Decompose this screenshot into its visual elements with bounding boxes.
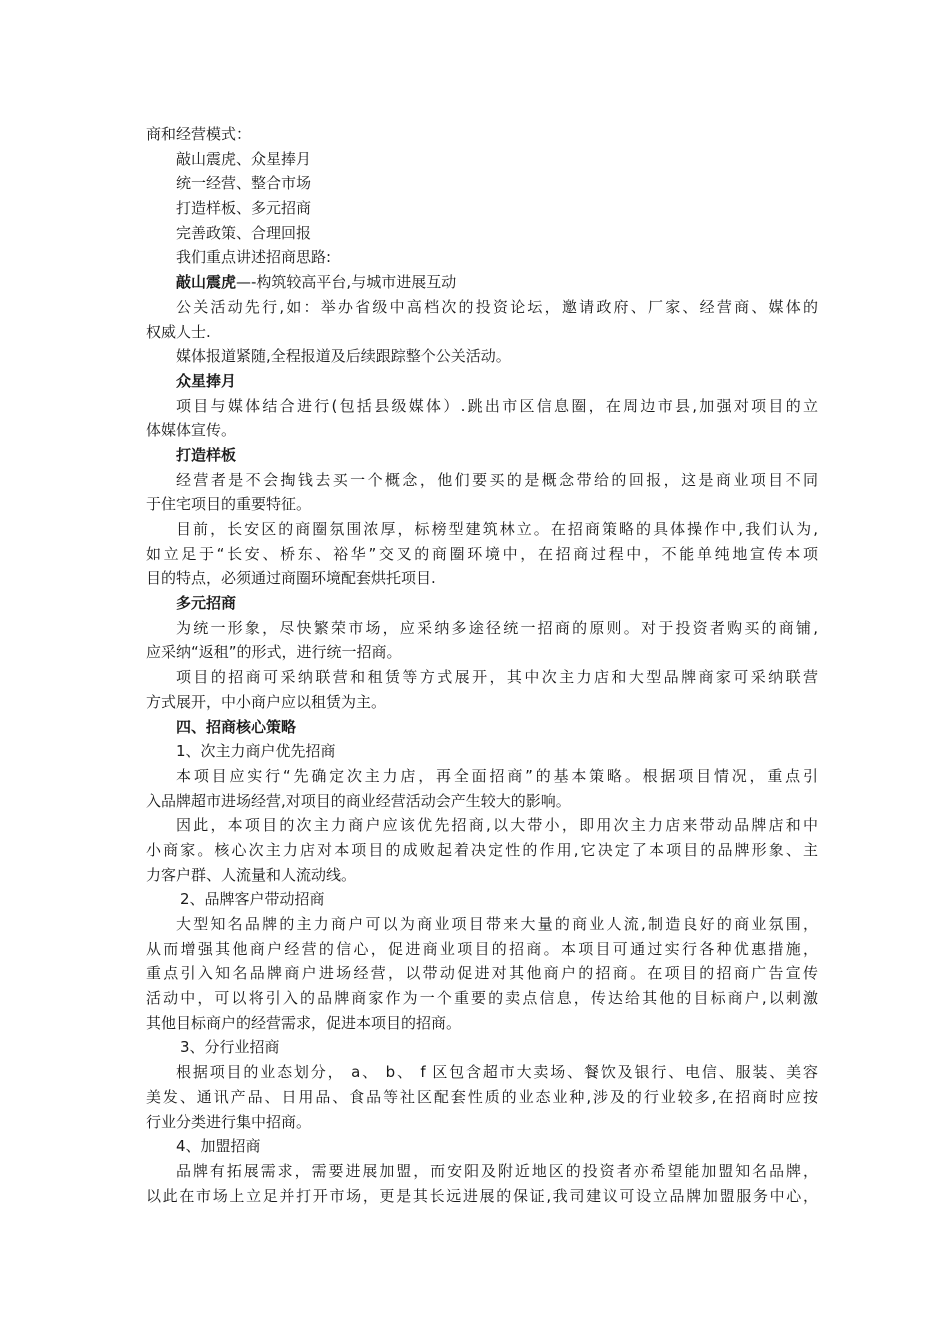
text-line	[146, 887, 818, 912]
line-text: 项目与媒体结合进行(包括县级媒体）.跳出市区信息圈，在周边市县,加强对项目的立	[176, 396, 818, 415]
line-text: 于住宅项目的重要特征。	[146, 495, 312, 514]
text-line	[146, 320, 818, 345]
line-text: 入品牌超市进场经营,对项目的商业经营活动会产生较大的影响。	[146, 791, 571, 810]
text-line	[146, 1035, 818, 1060]
text-line	[146, 1159, 818, 1184]
text-line	[146, 270, 818, 295]
text-line	[146, 1011, 818, 1036]
text-line	[146, 937, 818, 962]
section-heading	[146, 369, 818, 394]
line-text: 活动中，可以将引入的品牌商家作为一个重要的卖点信息，传达给其他的目标商户,以刺激	[146, 989, 818, 1008]
text-line	[146, 1134, 818, 1159]
line-text: 多元招商	[176, 594, 237, 613]
line-text: 统一经营、整合市场	[176, 174, 312, 193]
line-text: —-构筑较高平台,与城市进展互动	[236, 273, 457, 292]
text-line	[146, 468, 818, 493]
line-text: 2、品牌客户带动招商	[180, 890, 325, 909]
text-line	[146, 1060, 818, 1085]
line-text: 1、次主力商户优先招商	[176, 742, 336, 761]
text-line	[146, 245, 818, 270]
line-text: 权威人士.	[146, 322, 211, 341]
text-line	[146, 1184, 818, 1209]
line-text: 公关活动先行,如：举办省级中高档次的投资论坛，邀请政府、厂家、经营商、媒体的	[176, 297, 818, 316]
text-line	[146, 542, 818, 567]
line-text: 为统一形象，尽快繁荣市场，应采纳多途径统一招商的原则。对于投资者购买的商铺,	[176, 618, 818, 637]
text-line	[146, 739, 818, 764]
line-text: 打造样板、多元招商	[176, 199, 312, 218]
line-text: 目的特点，必须通过商圈环境配套烘托项目.	[146, 569, 436, 588]
line-text: 重点引入知名品牌商户进场经营，以带动促进对其他商户的招商。在项目的招商广告宣传	[146, 964, 818, 983]
text-line	[146, 394, 818, 419]
line-text: 众星捧月	[176, 371, 237, 390]
line-text: 4、加盟招商	[176, 1137, 261, 1156]
text-line	[146, 986, 818, 1011]
line-text: 力客户群、人流量和人流动线。	[146, 865, 357, 884]
text-line	[146, 961, 818, 986]
text-line	[146, 517, 818, 542]
text-line	[146, 813, 818, 838]
text-line	[146, 147, 818, 172]
line-text: 3、分行业招商	[180, 1038, 280, 1057]
line-text: 从而增强其他商户经营的信心，促进商业项目的招商。本项目可通过实行各种优惠措施，	[146, 939, 818, 958]
line-text: 其他目标商户的经营需求，促进本项目的招商。	[146, 1013, 462, 1032]
text-line	[146, 566, 818, 591]
line-text: 打造样板	[176, 445, 237, 464]
line-text: 因此，本项目的次主力商户应该优先招商,以大带小，即用次主力店来带动品牌店和中	[176, 816, 818, 835]
text-line	[146, 789, 818, 814]
document-body	[146, 122, 818, 1208]
text-line	[146, 418, 818, 443]
line-text: 项目的招商可采纳联营和租赁等方式展开，其中次主力店和大型品牌商家可采纳联营	[176, 668, 818, 687]
text-line	[146, 665, 818, 690]
line-text: 如立足于“长安、桥东、裕华”交叉的商圈环境中，在招商过程中，不能单纯地宣传本项	[146, 544, 818, 563]
line-text: 小商家。核心次主力店对本项目的成败起着决定性的作用,它决定了本项目的品牌形象、主	[146, 840, 818, 859]
line-text: 美发、通讯产品、日用品、食品等社区配套性质的业态业种,涉及的行业较多,在招商时应按	[146, 1087, 818, 1106]
line-text: 媒体报道紧随,全程报道及后续跟踪整个公关活动。	[176, 347, 511, 366]
line-text: 商和经营模式：	[146, 125, 252, 143]
text-line	[146, 221, 818, 246]
line-text: 以此在市场上立足并打开市场，更是其长远进展的保证,我司建议可设立品牌加盟服务中心，	[146, 1186, 818, 1205]
text-line	[146, 344, 818, 369]
line-text: 品牌有拓展需求，需要进展加盟，而安阳及附近地区的投资者亦希望能加盟知名品牌，	[176, 1161, 818, 1180]
line-text: 行业分类进行集中招商。	[146, 1112, 312, 1131]
line-text: 根据项目的业态划分， a、 b、 f 区包含超市大卖场、餐饮及银行、电信、服装、美容	[176, 1063, 818, 1082]
line-text: 本项目应实行“先确定次主力店，再全面招商”的基本策略。根据项目情况，重点引	[176, 766, 818, 785]
text-line	[146, 616, 818, 641]
line-text: 敲山震虎、众星捧月	[176, 149, 312, 168]
text-line	[146, 492, 818, 517]
text-line	[146, 640, 818, 665]
line-text: 目前，长安区的商圈氛围浓厚，标榜型建筑林立。在招商策略的具体操作中,我们认为,	[176, 520, 818, 538]
text-line	[146, 122, 818, 147]
section-heading	[146, 591, 818, 616]
section-heading	[146, 715, 818, 740]
text-line	[146, 171, 818, 196]
line-text: 方式展开，中小商户应以租赁为主。	[146, 692, 387, 711]
text-line	[146, 764, 818, 789]
line-text: 大型知名品牌的主力商户可以为商业项目带来大量的商业人流,制造良好的商业氛围，	[176, 915, 818, 933]
line-text: 经营者是不会掏钱去买一个概念，他们要买的是概念带给的回报，这是商业项目不同	[176, 470, 818, 489]
text-line	[146, 1110, 818, 1135]
line-text: 四、招商核心策略	[176, 717, 297, 736]
inline-bold-lead: 敲山震虎	[176, 273, 237, 292]
line-text: 应采纳“返租”的形式，进行统一招商。	[146, 643, 402, 662]
text-line	[146, 295, 818, 320]
text-line	[146, 196, 818, 221]
line-text: 完善政策、合理回报	[176, 223, 312, 242]
text-line	[146, 690, 818, 715]
line-text: 体媒体宣传。	[146, 421, 237, 440]
text-line	[146, 863, 818, 888]
section-heading	[146, 443, 818, 468]
text-line	[146, 912, 818, 937]
line-text: 我们重点讲述招商思路:	[176, 248, 332, 267]
text-line	[146, 1085, 818, 1110]
text-line	[146, 838, 818, 863]
